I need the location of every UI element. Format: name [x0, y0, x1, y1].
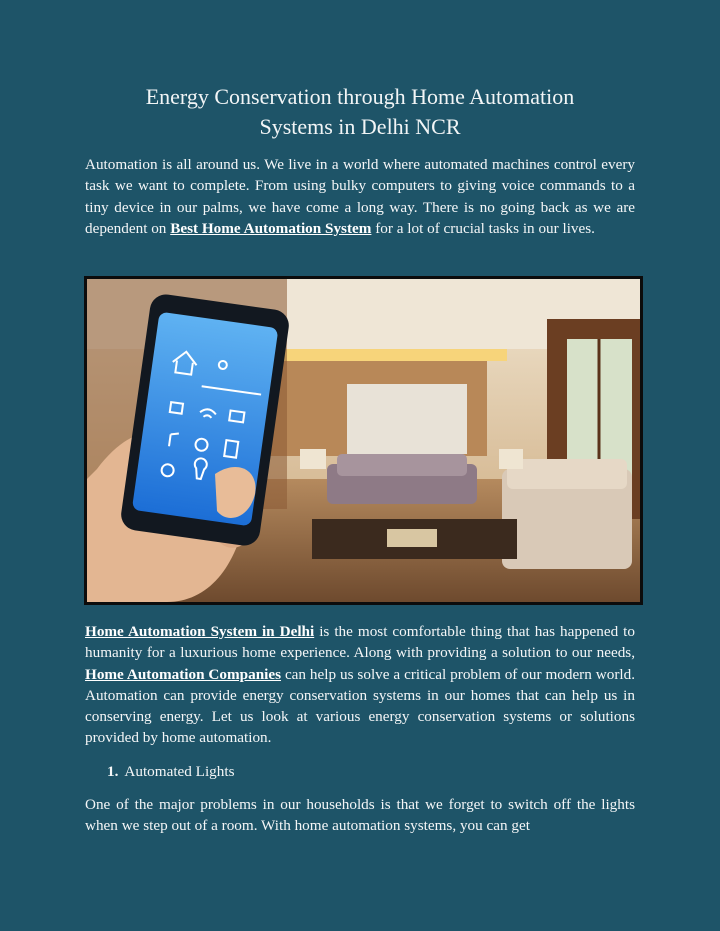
home-automation-delhi-link[interactable]: Home Automation System in Delhi: [85, 623, 315, 640]
third-text: One of the major problems in our households is that we forget to switch off the lights when we step out of a room. With home automation systems, you can get: [85, 796, 635, 835]
intro-paragraph: [85, 154, 635, 239]
list-number: 1.: [107, 763, 119, 780]
document-title: [60, 82, 660, 142]
second-paragraph: [85, 621, 635, 749]
best-home-automation-link[interactable]: Best Home Automation System: [170, 219, 372, 237]
list-item-automated-lights: [107, 761, 235, 782]
smart-home-photo: [84, 276, 643, 605]
list-label: Automated Lights: [124, 763, 235, 780]
second-text-b: can help us solve a critical problem of our modern world. Automation can provide energy conservation systems in our homes that can help us in conserving energy. Let us look at various energy conservation systems or solutions provided by home automation.: [85, 665, 635, 747]
intro-text-a: Automation is all around us. We live in a world where automated machines control every task we want to complete. From using bulky computers to giving voice commands to a tiny device in our palms, we have come a long way. There is no going back as we are dependent on: [85, 156, 635, 237]
third-paragraph: [85, 794, 635, 837]
intro-text-b: for a lot of crucial tasks in our lives.: [371, 219, 595, 237]
second-text-a: is the most comfortable thing that has happened to humanity for a luxurious home experience. Along with providing a solution to our needs,: [85, 623, 635, 662]
title-line-1: Energy Conservation through Home Automation: [145, 84, 575, 109]
home-automation-companies-link[interactable]: Home Automation Companies: [85, 665, 282, 683]
title-line-2: Systems in Delhi NCR: [259, 114, 461, 139]
